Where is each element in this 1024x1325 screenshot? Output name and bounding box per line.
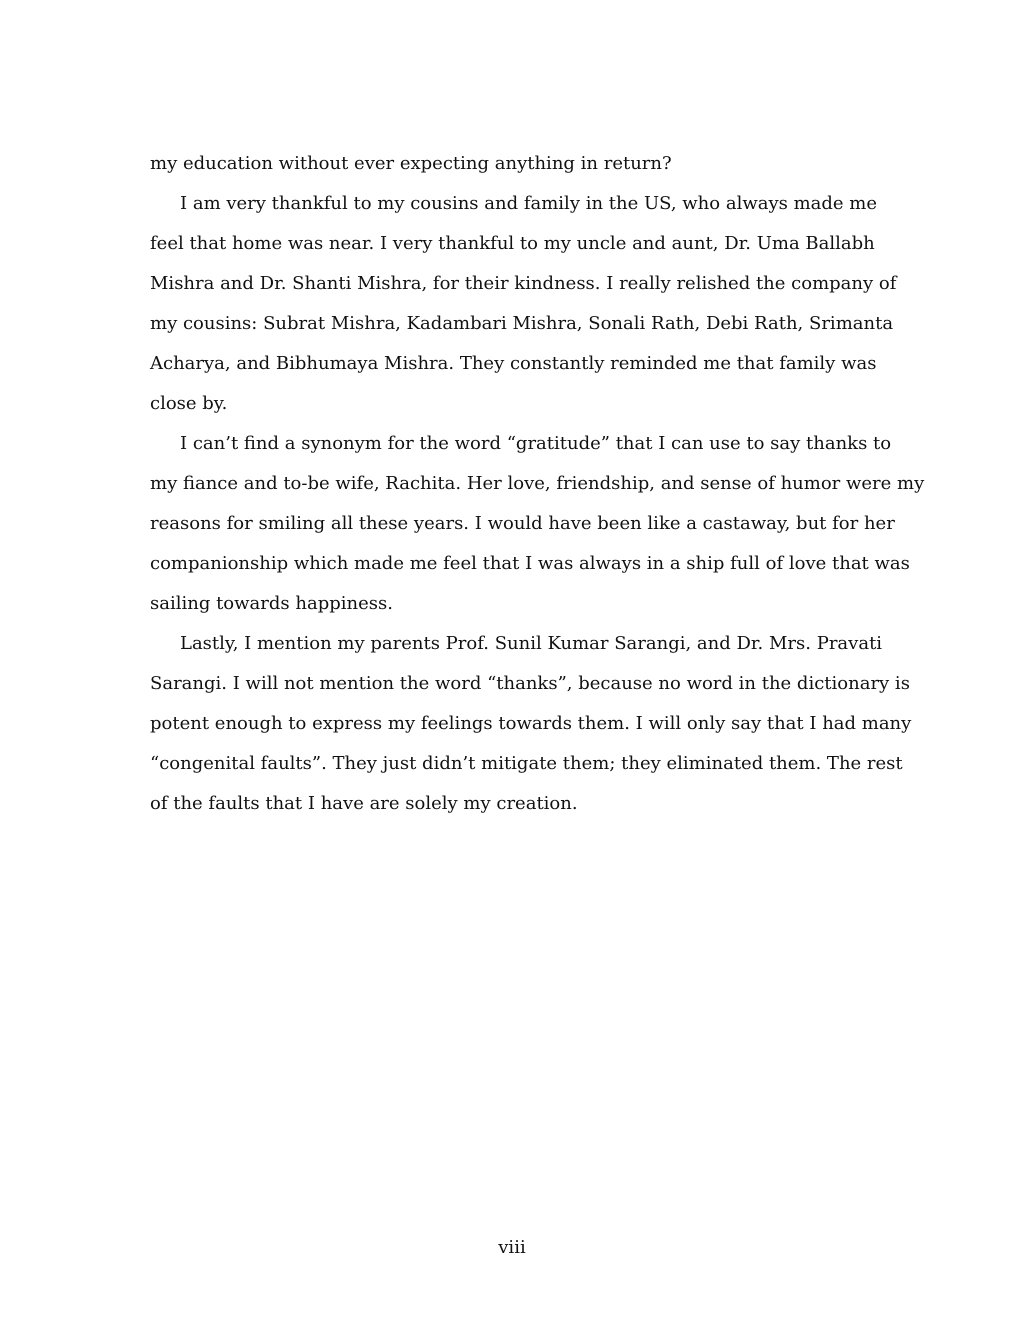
text-line: Lastly, I mention my parents Prof. Sunil Kumar Sarangi, and Dr. Mrs. Pravati <box>180 633 883 654</box>
text-line: my education without ever expecting anything in return? <box>150 153 672 174</box>
text-line: my fiance and to-be wife, Rachita. Her love, friendship, and sense of humor were my <box>150 473 925 494</box>
text-line: Mishra and Dr. Shanti Mishra, for their kindness. I really relished the company of <box>150 273 897 294</box>
text-line: sailing towards happiness. <box>150 593 393 614</box>
text-line: Sarangi. I will not mention the word “thanks”, because no word in the dictionary is <box>150 673 910 694</box>
text-line: Acharya, and Bibhumaya Mishra. They constantly reminded me that family was <box>150 353 877 374</box>
text-line: reasons for smiling all these years. I would have been like a castaway, but for her <box>150 513 895 534</box>
text-line: of the faults that I have are solely my creation. <box>150 793 578 814</box>
text-line: potent enough to express my feelings towards them. I will only say that I had many <box>150 713 912 734</box>
text-line: companionship which made me feel that I was always in a ship full of love that was <box>150 553 910 574</box>
text-line: “congenital faults”. They just didn’t mitigate them; they eliminated them. The rest <box>150 753 903 774</box>
text-line: my cousins: Subrat Mishra, Kadambari Mishra, Sonali Rath, Debi Rath, Srimanta <box>150 313 894 334</box>
text-line: I can’t find a synonym for the word “gratitude” that I can use to say thanks to <box>180 433 892 454</box>
text-line: feel that home was near. I very thankful to my uncle and aunt, Dr. Uma Ballabh <box>150 233 875 254</box>
text-line: close by. <box>150 393 228 414</box>
text-line: I am very thankful to my cousins and family in the US, who always made me <box>180 193 878 214</box>
page-number: viii <box>498 1237 526 1258</box>
